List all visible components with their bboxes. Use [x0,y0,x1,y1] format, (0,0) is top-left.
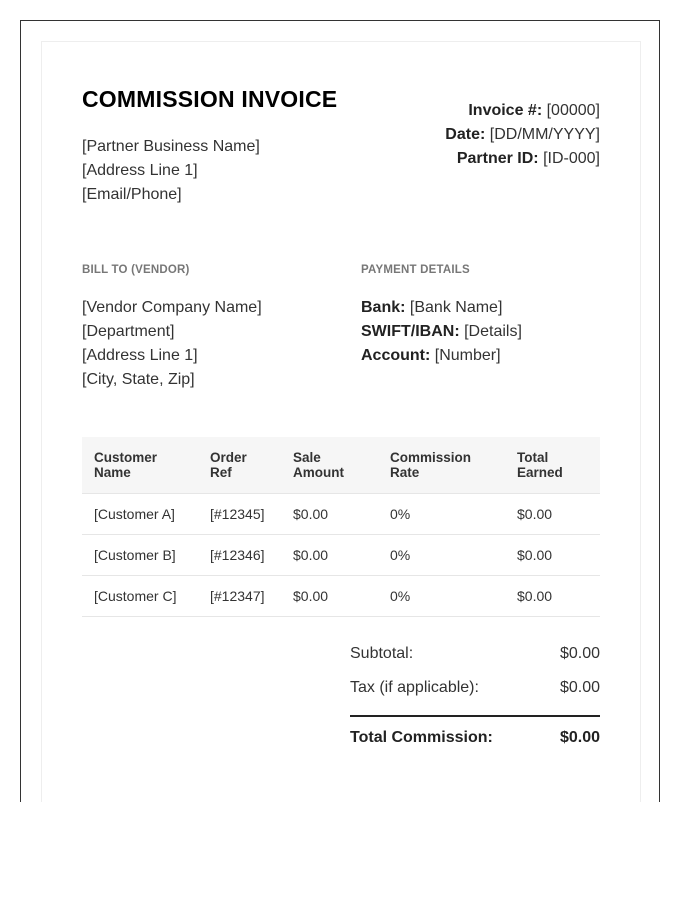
account-value: [Number] [434,347,501,364]
header-total-earned: Total Earned [505,437,600,494]
cell-order-ref: [#12345] [198,494,281,535]
swift-iban-label: SWIFT/IBAN: [361,323,460,340]
payment-details-block [361,296,522,368]
bank-label: Bank: [361,299,406,316]
bank-value: [Bank Name] [409,299,503,316]
summary-block [350,640,600,747]
sender-block [82,135,260,207]
bank-row [361,296,522,320]
cell-commission-rate: 0% [378,535,505,576]
swift-iban-row [361,320,522,344]
sender-business-name: [Partner Business Name] [82,138,260,155]
invoice-date-row [445,123,600,147]
invoice-number-row [445,99,600,123]
subtotal-value: $0.00 [559,645,600,662]
account-row [361,344,522,368]
invoice-title: COMMISSION INVOICE [82,86,338,112]
invoice-date-value: [DD/MM/YYYY] [489,126,600,143]
total-commission-label: Total Commission: [350,729,493,746]
subtotal-row [350,640,600,674]
account-label: Account: [361,347,431,364]
total-commission-value: $0.00 [559,729,600,746]
tax-label: Tax (if applicable): [350,679,479,696]
cell-commission-rate: 0% [378,494,505,535]
partner-id-value: [ID-000] [543,150,600,167]
cell-commission-rate: 0% [378,576,505,617]
partner-id-row [445,147,600,171]
sender-address-line: [Address Line 1] [82,162,198,179]
table-header-row [82,437,600,494]
table-row [82,535,600,576]
sender-contact: [Email/Phone] [82,186,182,203]
swift-iban-value: [Details] [464,323,522,340]
cell-total-earned: $0.00 [505,494,600,535]
invoice-number-label: Invoice #: [468,102,543,119]
table-row [82,494,600,535]
tax-row [350,674,600,708]
cell-sale-amount: $0.00 [281,535,378,576]
cell-customer: [Customer B] [82,535,198,576]
header-order-ref: Order Ref [198,437,281,494]
vendor-city-state-zip: [City, State, Zip] [82,371,195,388]
partner-id-label: Partner ID: [456,150,539,167]
cell-sale-amount: $0.00 [281,494,378,535]
cell-customer: [Customer A] [82,494,198,535]
vendor-address-line: [Address Line 1] [82,347,198,364]
header-customer-name: Customer Name [82,437,198,494]
tax-value: $0.00 [559,679,600,696]
cell-total-earned: $0.00 [505,576,600,617]
total-commission-row [350,729,600,747]
cell-customer: [Customer C] [82,576,198,617]
vendor-company-name: [Vendor Company Name] [82,299,262,316]
invoice-date-label: Date: [445,126,486,143]
summary-divider [350,715,600,717]
cell-total-earned: $0.00 [505,535,600,576]
header-commission-rate: Commission Rate [378,437,505,494]
header-sale-amount: Sale Amount [281,437,378,494]
cell-sale-amount: $0.00 [281,576,378,617]
invoice-meta [445,99,600,171]
payment-details-heading: PAYMENT DETAILS [361,264,470,276]
commission-table [82,437,600,617]
cell-order-ref: [#12346] [198,535,281,576]
bill-to-block [82,296,262,392]
bill-to-heading: BILL TO (VENDOR) [82,264,190,276]
invoice-number-value: [00000] [546,102,600,119]
vendor-department: [Department] [82,323,175,340]
cell-order-ref: [#12347] [198,576,281,617]
subtotal-label: Subtotal: [350,645,414,662]
table-row [82,576,600,617]
